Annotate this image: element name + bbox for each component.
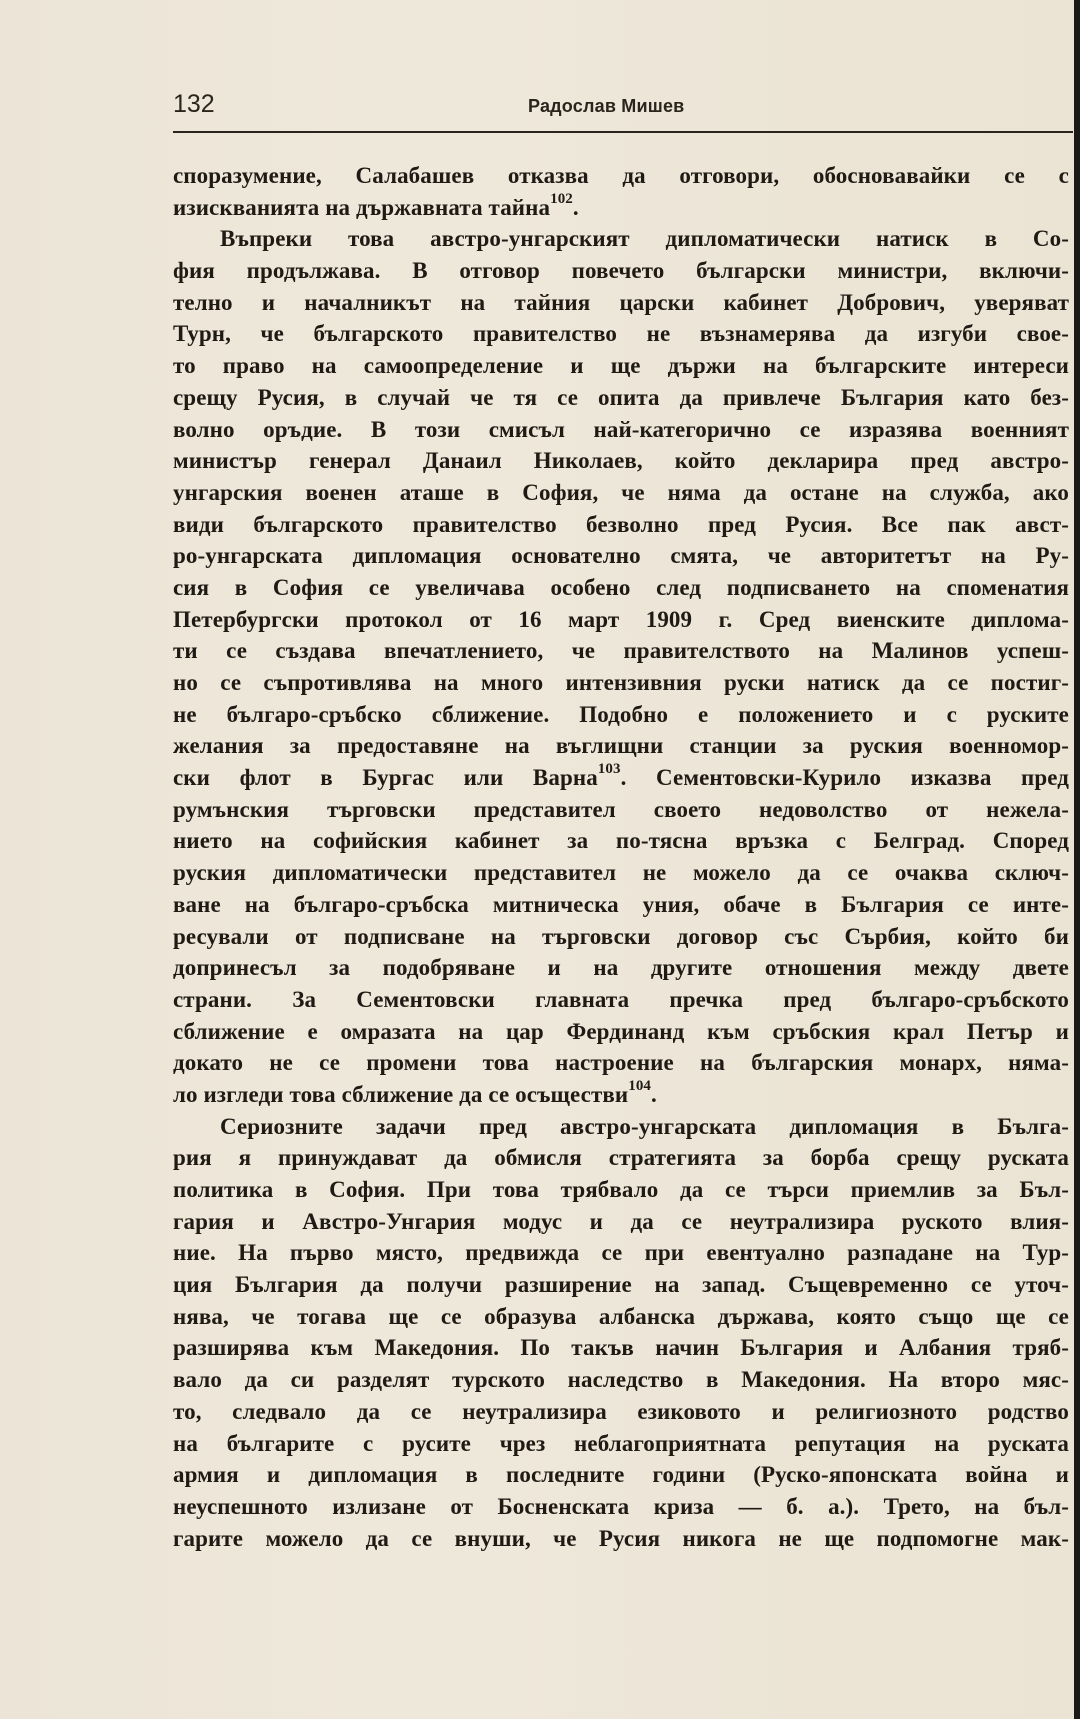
text-line: страни. За Сементовски главната пречка пред българо-сръбското — [173, 986, 1069, 1012]
text-line — [173, 1079, 1069, 1111]
text-fragment: . Сементовски-Курило изказва пред — [620, 765, 1069, 791]
text-line: Петербургски протокол от 16 март 1909 г. Сред виенските диплома- — [173, 606, 1069, 632]
text-line: руския дипломатически представител не можело да се очаква сключ- — [173, 860, 1069, 886]
text-line: вало да си разделят турското наследство в Македония. На второ мяс- — [173, 1367, 1069, 1393]
text-line: фия продължава. В отговор повечето български министри, включи- — [173, 258, 1069, 284]
text-line: сия в София се увеличава особено след подписването на споменатия — [173, 574, 1069, 600]
footnote-ref: 103 — [597, 761, 621, 778]
text-line: докато не се промени това настроение на българския монарх, няма- — [173, 1050, 1069, 1076]
text-line: разширява към Македония. По такъв начин България и Албания тряб- — [173, 1335, 1069, 1361]
text-line: то, следвало да се неутрализира езиковото и религиозното родство — [173, 1398, 1069, 1424]
text-line: ресували от подписване на търговски договор със Сърбия, който би — [173, 923, 1069, 949]
text-line: Турн, че българското правителство не възнамерява да изгуби свое- — [173, 321, 1069, 347]
text-line: но се съпротивлява на много интензивния руски натиск да се постиг- — [173, 670, 1069, 695]
text-line: волно оръдие. В този смисъл най-категорично се изразява военният — [173, 416, 1069, 442]
text-fragment: ло изгледи това сближение да се осъществи — [173, 1081, 629, 1107]
footnote-ref: 102 — [550, 190, 573, 207]
text-fragment: . — [572, 194, 579, 220]
text-line — [173, 192, 1069, 224]
footnote-ref: 104 — [628, 1077, 652, 1094]
text-line: ване на българо-сръбска митническа уния, обаче в България се инте- — [173, 891, 1069, 917]
text-line: сближение е омразата на цар Фердинанд към сръбския крал Петър и — [173, 1018, 1069, 1044]
text-line: унгарския военен аташе в София, че няма да остане на служба, ако — [173, 479, 1069, 505]
paragraph-first-line: Сериозните задачи пред австро-унгарската дипломация в Бълга- — [220, 1113, 1069, 1139]
page-edge-shadow — [1074, 0, 1080, 1719]
text-line — [173, 762, 1069, 794]
text-line: министър генерал Данаил Николаев, който декларира пред австро- — [173, 448, 1069, 474]
text-line: ти се създава впечатлението, че правителството на Малинов успеш- — [173, 638, 1069, 664]
text-fragment: . — [651, 1081, 657, 1107]
text-line: то право на самоопределение и ще държи на българските интереси — [173, 353, 1069, 379]
text-line: споразумение, Салабашев отказва да отговори, обосновавайки се с — [173, 163, 1069, 188]
text-line: ние. На първо място, предвижда се при евентуално разпадане на Тур- — [173, 1240, 1069, 1266]
page-header — [173, 90, 1065, 130]
text-line: ро-унгарската дипломация основателно смята, че авторитетът на Ру- — [173, 543, 1069, 569]
text-line: телно и началникът на тайния царски кабинет Добрович, уверяват — [173, 289, 1069, 315]
running-head: Радослав Мишев — [528, 96, 685, 116]
text-line: армия и дипломация в последните години (Руско-японската война и — [173, 1462, 1069, 1488]
text-line: допринесъл за подобряване и на другите отношения между двете — [173, 955, 1069, 981]
text-fragment: изискванията на държавната тайна — [173, 194, 551, 220]
header-rule — [173, 131, 1073, 133]
text-line: румънския търговски представител своето недоволство от нежела- — [173, 796, 1069, 822]
text-line: рия я принуждават да обмисля стратегията за борба срещу руската — [173, 1145, 1069, 1171]
text-line: неуспешното излизане от Босненската криза — б. а.). Трето, на бъл- — [173, 1493, 1069, 1519]
text-line: политика в София. При това трябвало да се търси приемлив за Бъл- — [173, 1177, 1069, 1202]
text-line: желания за предоставяне на въглищни станции за руския военномор- — [173, 733, 1069, 759]
text-line: нява, че тогава ще се образува албанска държава, която също ще се — [173, 1303, 1069, 1329]
text-line: нието на софийския кабинет за по-тясна връзка с Белград. Според — [173, 828, 1069, 854]
paragraph-first-line: Въпреки това австро-унгарският дипломатически натиск в Со- — [220, 226, 1069, 252]
text-line: на българите с русите чрез неблагоприятната репутация на руската — [173, 1430, 1069, 1456]
body-text — [173, 160, 1069, 1554]
text-line: ция България да получи разширение на запад. Същевременно се уточ- — [173, 1272, 1069, 1298]
text-fragment: ски флот в Бургас или Варна — [173, 765, 598, 791]
text-line: види българското правителство безволно пред Русия. Все пак авст- — [173, 511, 1069, 537]
text-line: срещу Русия, в случай че тя се опита да привлече България като без- — [173, 384, 1069, 410]
page-number: 132 — [173, 90, 215, 118]
text-line: гарите можело да се внуши, че Русия никога не ще подпомогне мак- — [173, 1525, 1069, 1551]
text-line: не българо-сръбско сближение. Подобно е положението и с руските — [173, 701, 1069, 727]
text-line: гария и Австро-Унгария модус и да се неутрализира руското влия- — [173, 1208, 1069, 1234]
